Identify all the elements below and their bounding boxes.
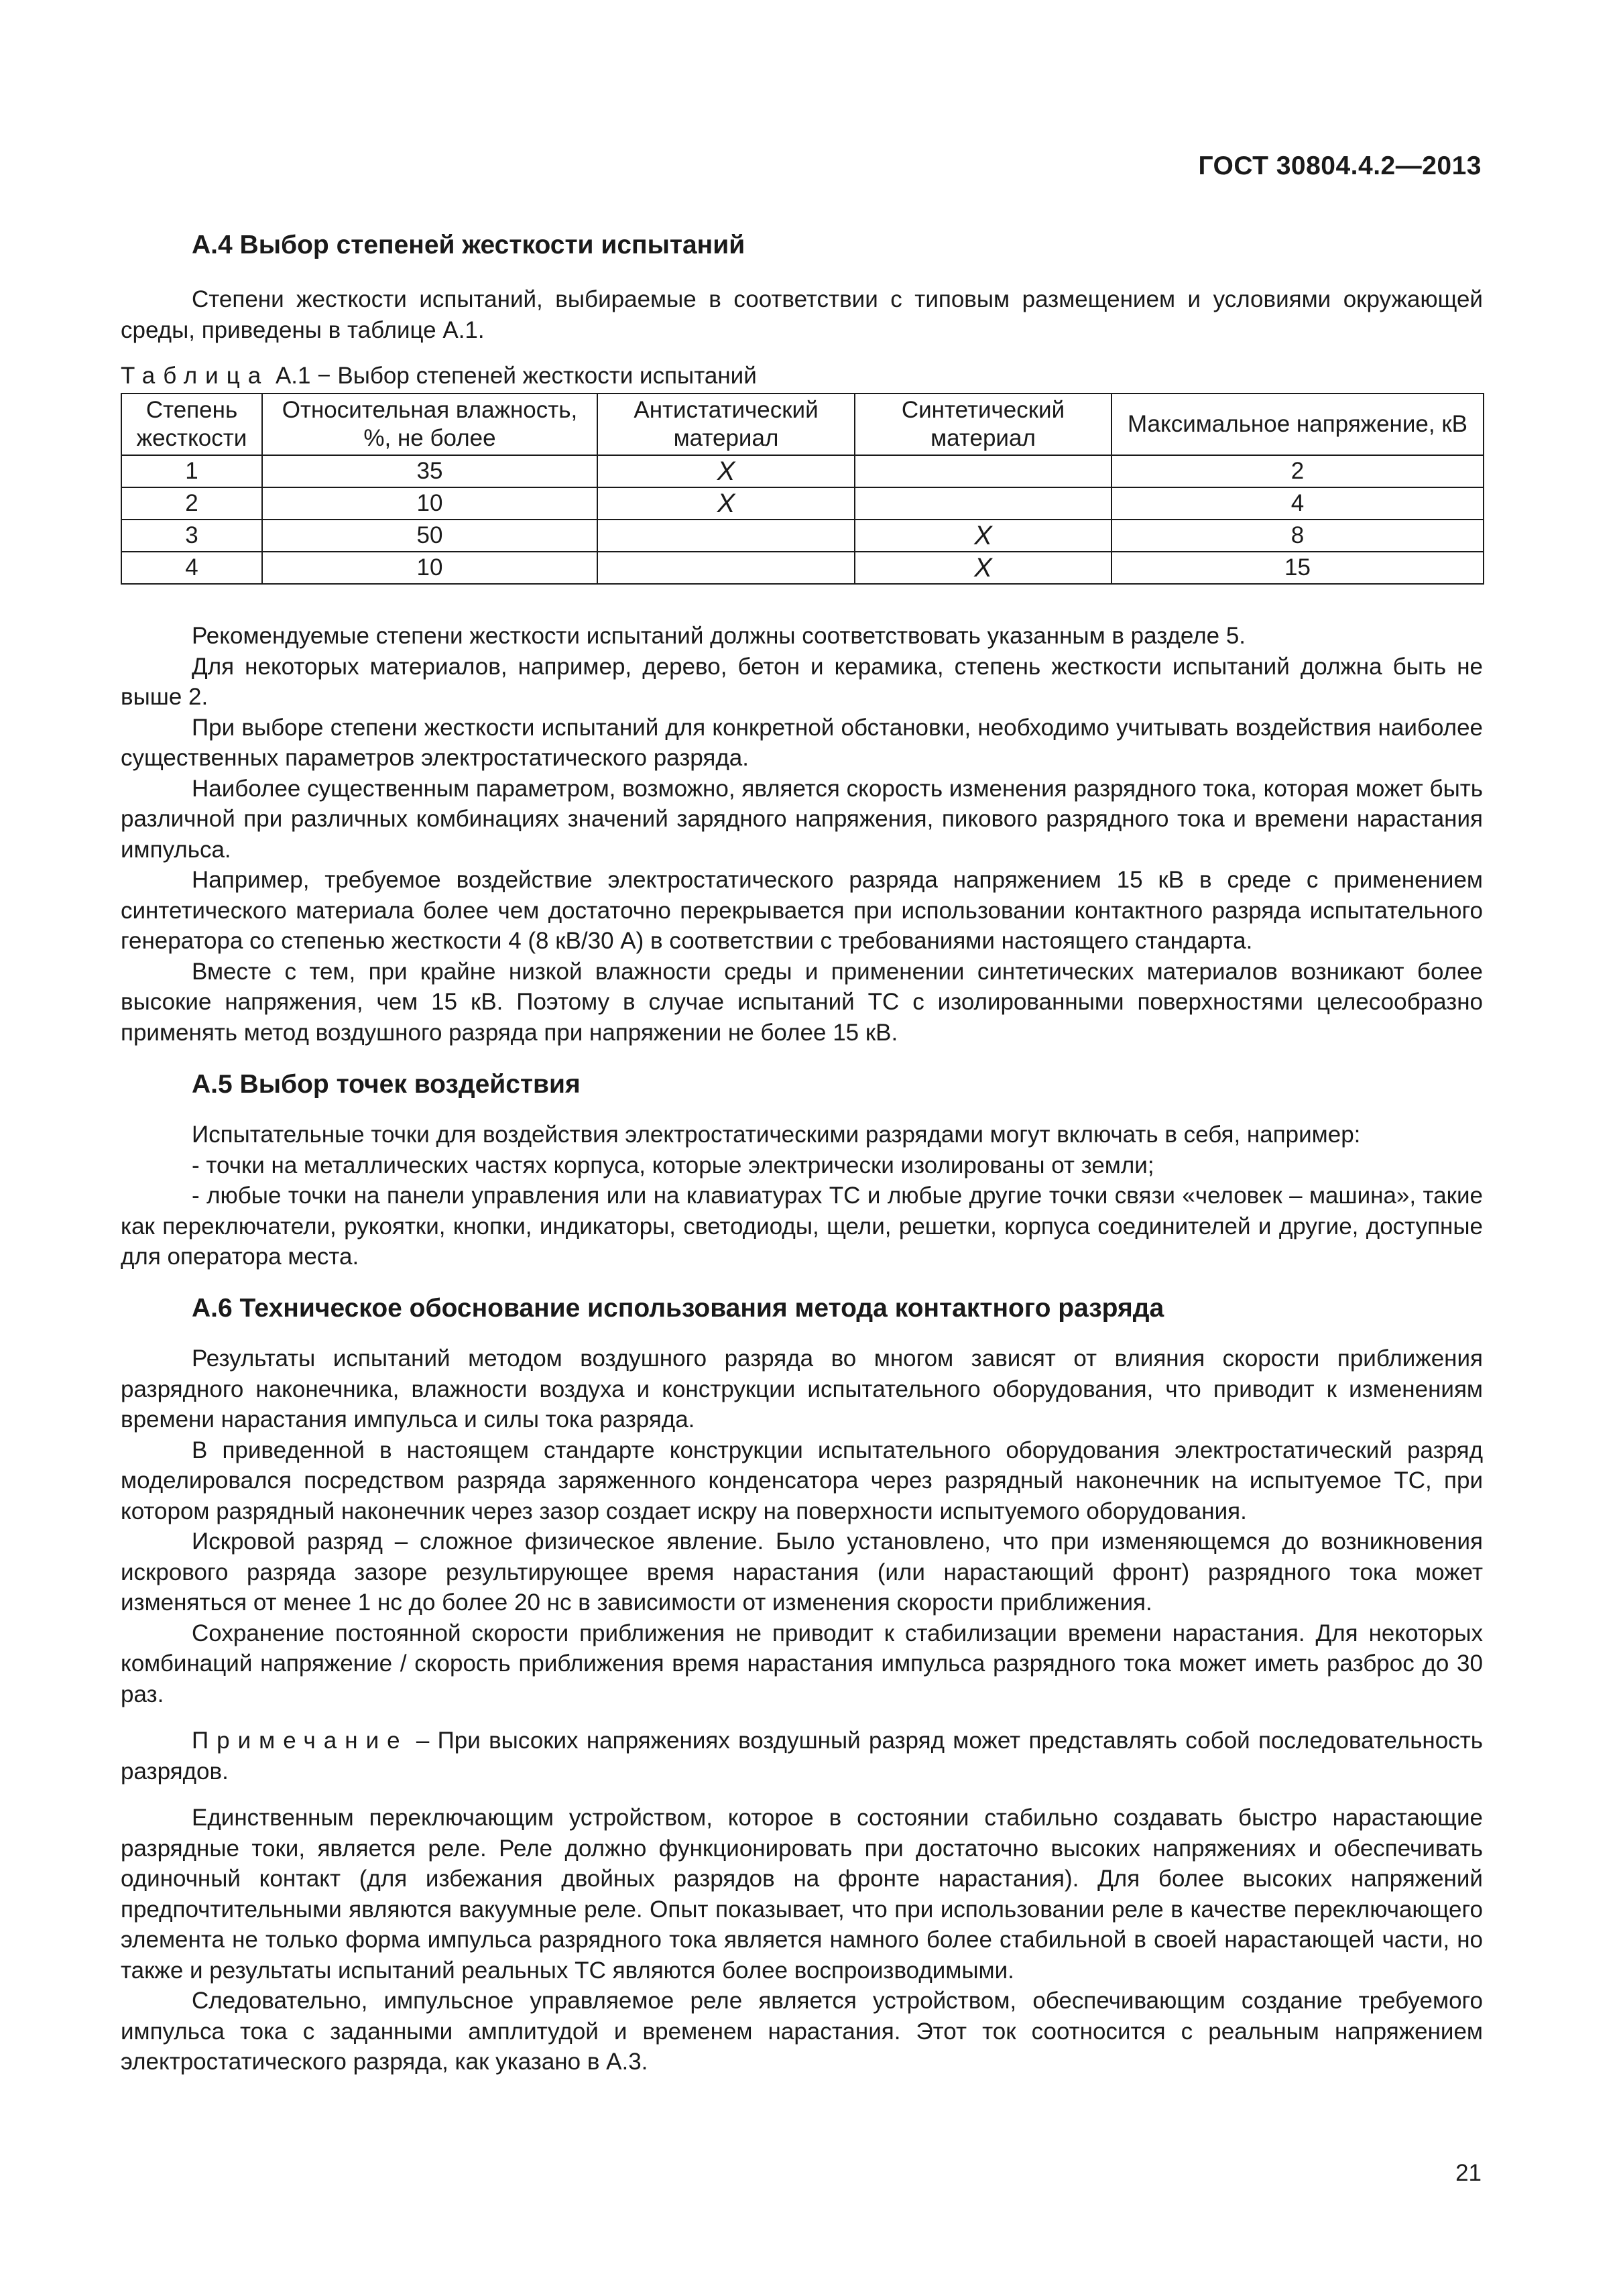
table-cell: 2	[121, 487, 262, 520]
paragraph: Для некоторых материалов, например, дерево, бетон и керамика, степень жесткости испытаний должна быть не выше 2.	[121, 653, 1483, 710]
paragraph: Следовательно, импульсное управляемое реле является устройством, обеспечивающим создание требуемого импульса тока с заданными амплитудой и временем нарастания. Этот ток соотносится с реальным напряжением электростатического разряда, как указано в А.3.	[121, 1988, 1483, 2075]
table-cell: X	[597, 455, 855, 487]
paragraph: Наиболее существенным параметром, возможно, является скорость изменения разрядного тока, которая может быть различной при различных комбинациях значений зарядного напряжения, пикового разрядного тока и времени нарастания импульса.	[121, 775, 1483, 863]
document-id: ГОСТ 30804.4.2—2013	[1198, 152, 1482, 180]
table-cell: 4	[121, 552, 262, 584]
paragraph: В приведенной в настоящем стандарте конструкции испытательного оборудования электростатический разряд моделировался посредством разряда заряженного конденсатора через разрядный наконечник на испытуемое ТС, при котором разрядный наконечник через зазор создает искру на поверхности испытуемого оборудования.	[121, 1437, 1483, 1524]
severity-table	[121, 393, 1484, 585]
table-caption	[121, 361, 1483, 391]
section-a4-body	[121, 621, 1483, 1048]
table-cell	[597, 520, 855, 552]
column-header: Синтетический материал	[855, 394, 1111, 455]
section-heading-a4: А.4 Выбор степеней жесткости испытаний	[192, 231, 745, 259]
note-label: Примечание	[192, 1728, 408, 1754]
note-text: – При высоких напряжениях воздушный разряд может представлять собой последовательность разрядов.	[121, 1728, 1483, 1785]
section-a6-body	[121, 1343, 1483, 2077]
paragraph: Единственным переключающим устройством, которое в состоянии стабильно создавать быстро нарастающие разрядные токи, является реле. Реле должно функционировать при достаточно высоких напряжениях и обеспечивать одиночный контакт (для избежания двойных разрядов на фронте нарастания). Для более высоких напряжений предпочтительными являются вакуумные реле. Опыт показывает, что при использовании реле в качестве переключающего элемента не только форма импульса разрядного тока является намного более стабильной в своей нарастающей части, но также и результаты испытаний реальных ТС являются более воспроизводимыми.	[121, 1805, 1483, 1984]
table-cell: 15	[1111, 552, 1484, 584]
section-a4-intro: Степени жесткости испытаний, выбираемые в соответствии с типовым размещением и условиями окружающей среды, приведены в таблице А.1.	[121, 286, 1483, 343]
section-heading-a6: А.6 Техническое обоснование использования метода контактного разряда	[192, 1294, 1164, 1323]
column-header: Максимальное напряжение, кВ	[1111, 394, 1484, 455]
table-row	[121, 455, 1484, 487]
table-cell: 35	[262, 455, 597, 487]
paragraph: Результаты испытаний методом воздушного разряда во многом зависят от влияния скорости приближения разрядного наконечника, влажности воздуха и конструкции испытательного оборудования, что приводит к изменениям времени нарастания импульса и силы тока разряда.	[121, 1345, 1483, 1433]
table-row	[121, 487, 1484, 520]
table-cell: 2	[1111, 455, 1484, 487]
list-item: - точки на металлических частях корпуса, которые электрически изолированы от земли;	[192, 1152, 1154, 1179]
column-header: Степень жесткости	[121, 394, 262, 455]
table-cell: 1	[121, 455, 262, 487]
table-caption-label: Таблица	[121, 363, 269, 389]
table-row	[121, 552, 1484, 584]
table-cell: 50	[262, 520, 597, 552]
note	[121, 1726, 1483, 1787]
paragraph: Вместе с тем, при крайне низкой влажности среды и применении синтетических материалов возникают более высокие напряжения, чем 15 кВ. Поэтому в случае испытаний ТС с изолированными поверхностями целесообразно применять метод воздушного разряда при напряжении не более 15 кВ.	[121, 958, 1483, 1046]
table-cell: X	[855, 552, 1111, 584]
column-header: Относительная влажность, %, не более	[262, 394, 597, 455]
list-item: - любые точки на панели управления или на клавиатурах ТС и любые другие точки связи «человек – машина», такие как переключатели, рукоятки, кнопки, индикаторы, светодиоды, щели, решетки, корпуса соединителей и другие, доступные для оператора места.	[121, 1183, 1483, 1270]
table-cell	[597, 552, 855, 584]
table-cell: X	[597, 487, 855, 520]
table-row	[121, 520, 1484, 552]
table-cell: 10	[262, 487, 597, 520]
table-cell: 3	[121, 520, 262, 552]
table-cell: 10	[262, 552, 597, 584]
table-cell	[855, 487, 1111, 520]
column-header: Антистатический материал	[597, 394, 855, 455]
paragraph: При выборе степени жесткости испытаний для конкретной обстановки, необходимо учитывать воздействия наиболее существенных параметров электростатического разряда.	[121, 714, 1483, 771]
section-a5-body	[121, 1120, 1483, 1272]
table-cell: 8	[1111, 520, 1484, 552]
table-cell: X	[855, 520, 1111, 552]
table-cell: 4	[1111, 487, 1484, 520]
paragraph: Например, требуемое воздействие электростатического разряда напряжением 15 кВ в среде с применением синтетического материала более чем достаточно перекрывается при использовании контактного разряда испытательного генератора со степенью жесткости 4 (8 кВ/30 А) в соответствии с требованиями настоящего стандарта.	[121, 867, 1483, 954]
page-number: 21	[1455, 2160, 1482, 2186]
table-caption-text: А.1 − Выбор степеней жесткости испытаний	[269, 363, 757, 389]
paragraph: Сохранение постоянной скорости приближения не приводит к стабилизации времени нарастания. Для некоторых комбинаций напряжение / скорость приближения время нарастания импульса разрядного тока может иметь разброс до 30 раз.	[121, 1620, 1483, 1707]
section-heading-a5: А.5 Выбор точек воздействия	[192, 1070, 581, 1099]
paragraph: Рекомендуемые степени жесткости испытаний должны соответствовать указанным в разделе 5.	[192, 623, 1246, 649]
table-header-row	[121, 394, 1484, 455]
paragraph: Искровой разряд – сложное физическое явление. Было установлено, что при изменяющемся до возникновения искрового разряда зазоре результирующее время нарастания (или нарастающий фронт) разрядного тока может изменяться от менее 1 нс до более 20 нс в зависимости от изменения скорости приближения.	[121, 1528, 1483, 1616]
paragraph: Испытательные точки для воздействия электростатическими разрядами могут включать в себя, например:	[192, 1122, 1361, 1148]
table-cell	[855, 455, 1111, 487]
